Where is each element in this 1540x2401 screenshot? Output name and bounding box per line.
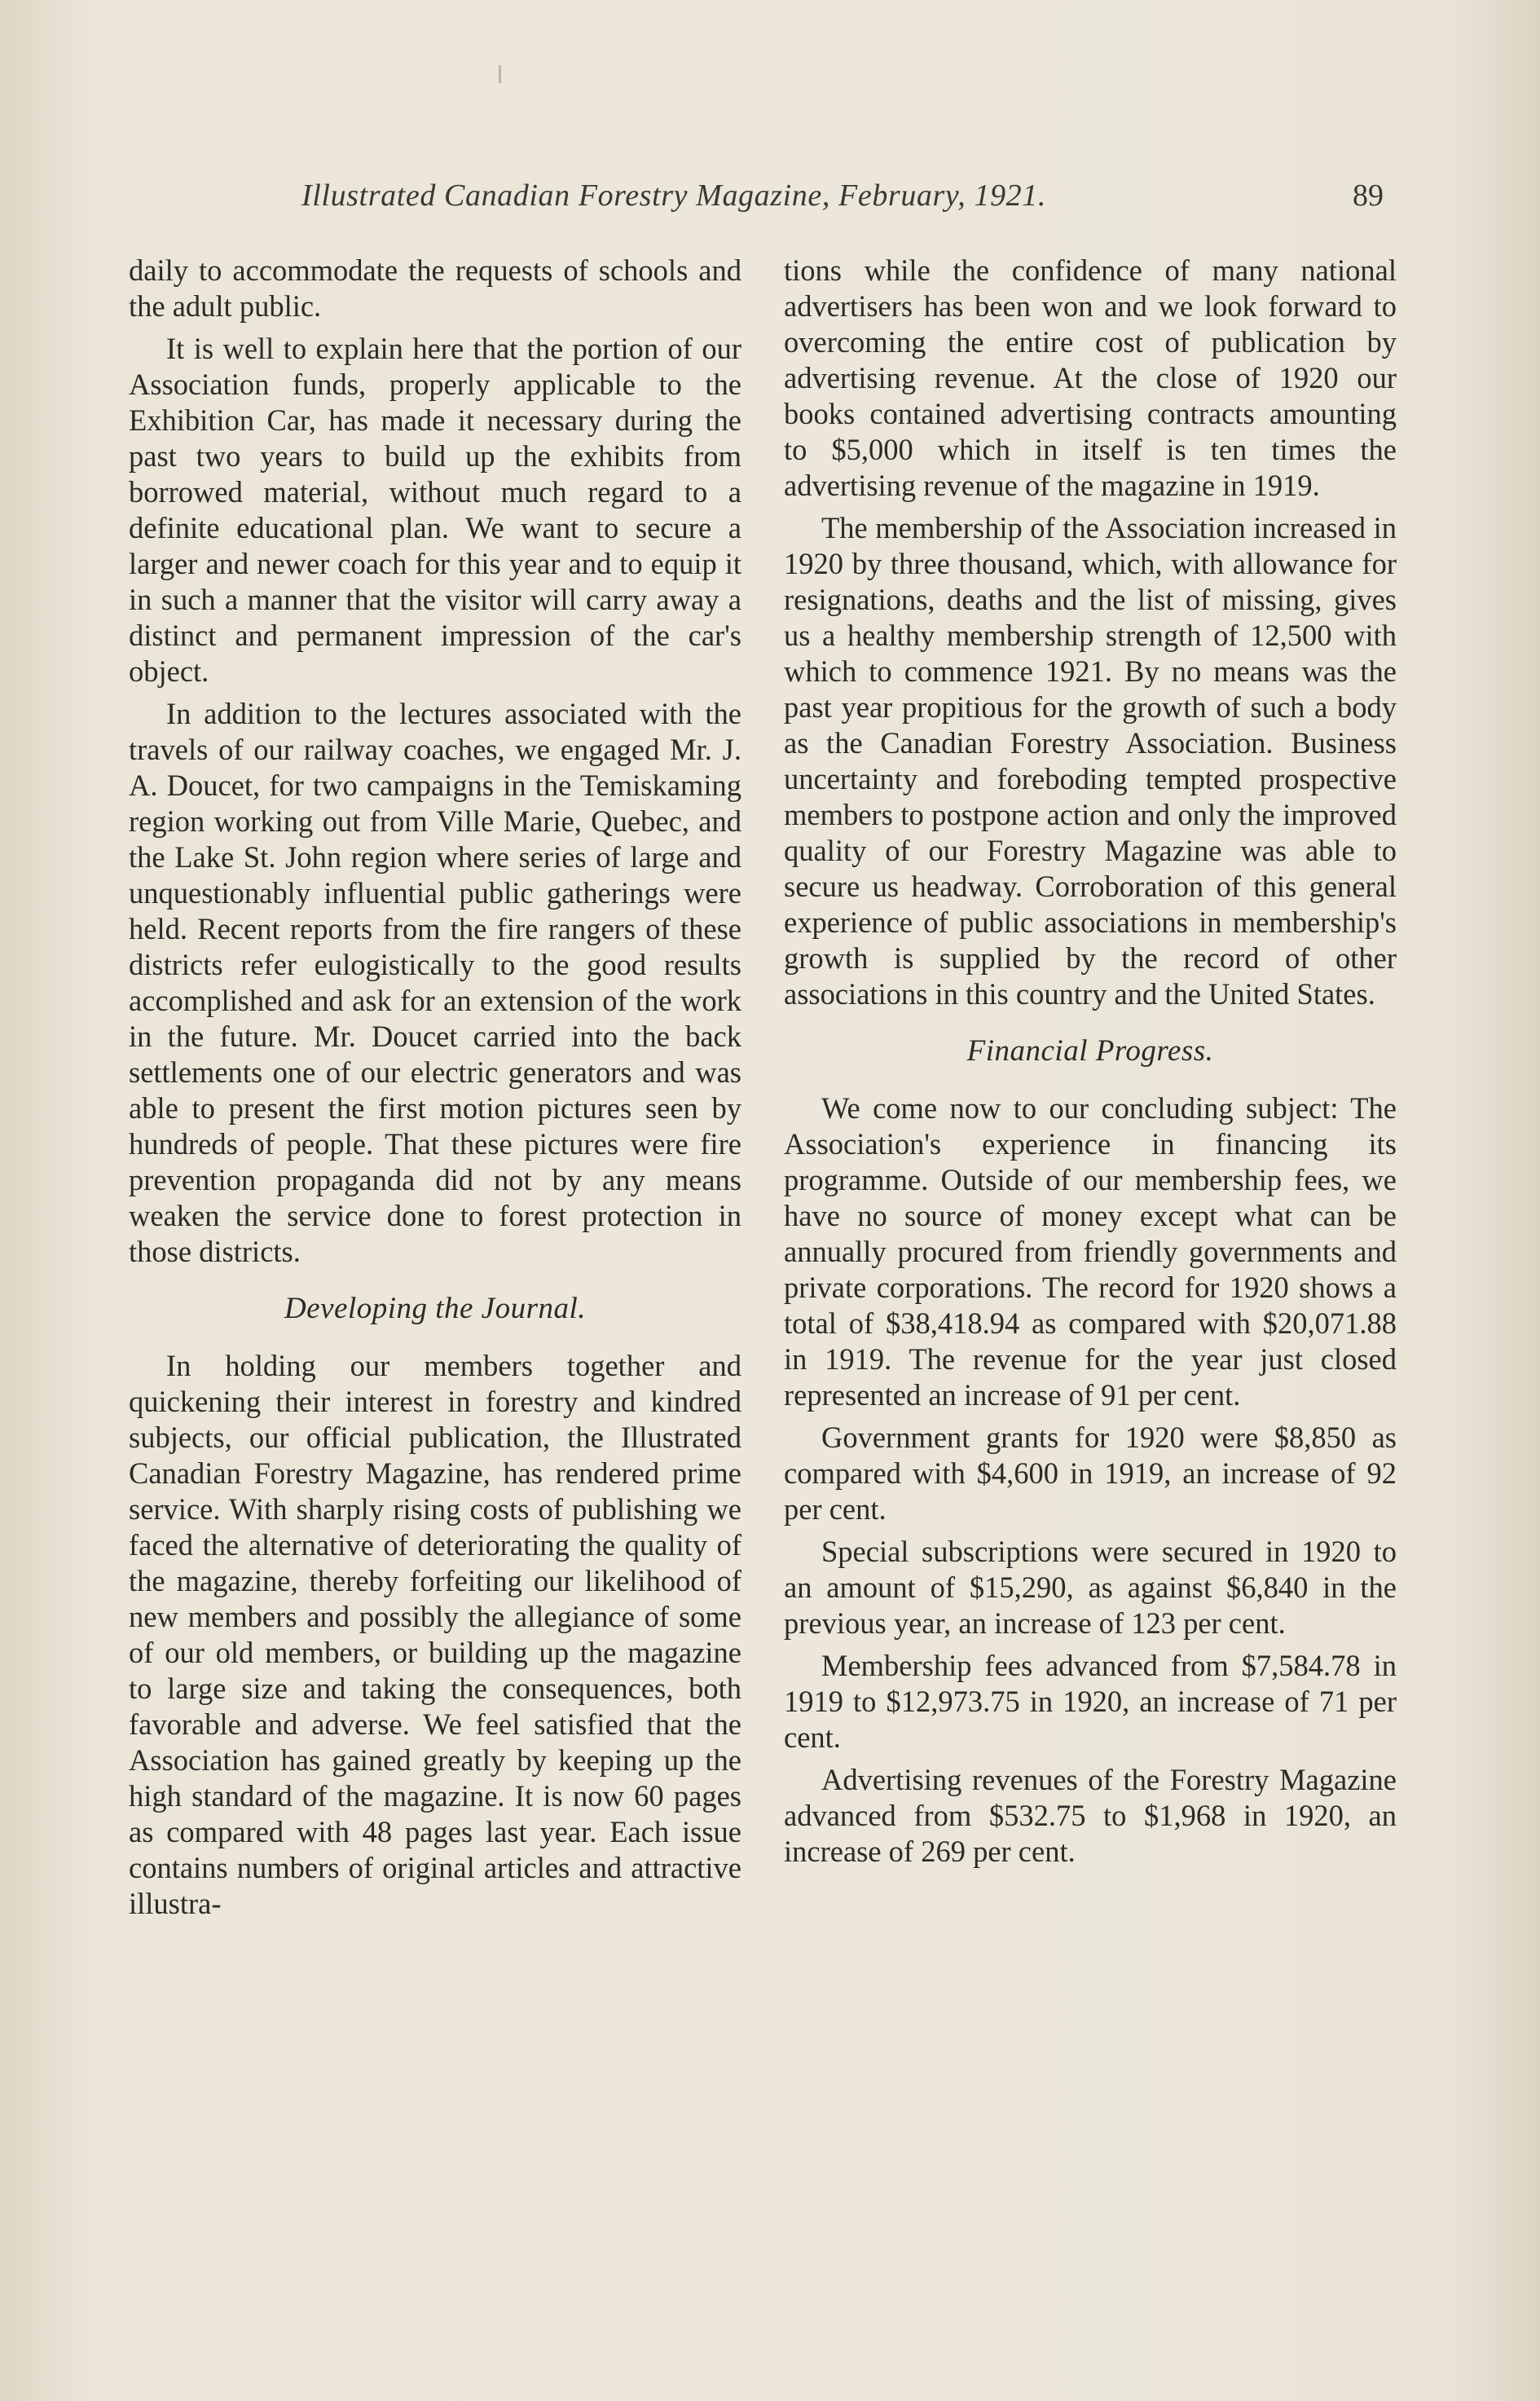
paragraph: Advertising revenues of the Forestry Magazine advanced from $532.75 to $1,968 in 1920, an increase of 269 per cent. <box>784 1763 1397 1868</box>
section-heading: Financial Progress. <box>966 1034 1214 1068</box>
running-header <box>0 178 1540 227</box>
paragraph: We come now to our concluding subject: The Association's experience in financing its programme. Outside of our membership fees, we have no source of money except what can be annually procured from friendly governments and private corporations. The record for 1920 shows a total of $38,418.94 as compared with $20,071.88 in 1919. The revenue for the year just closed represented an increase of 91 per cent. <box>784 1091 1397 1412</box>
paragraph: In holding our members together and quickening their interest in forestry and kindred subjects, our official publication, the Illustrated Canadian Forestry Magazine, has rendered prime service. With sharply rising costs of publishing we faced the alternative of deteriorating the quality of the magazine, thereby forfeiting our likelihood of new members and possibly the allegiance of some of our old members, or building up the magazine to large size and taking the consequences, both favorable and adverse. We feel satisfied that the Association has gained greatly by keeping up the high standard of the magazine. It is now 60 pages as compared with 48 pages last year. Each issue contains numbers of original articles and attractive illustra- <box>129 1349 741 1920</box>
paragraph: Special subscriptions were secured in 1920 to an amount of $15,290, as against $6,840 in the previous year, an increase of 123 per cent. <box>784 1535 1397 1640</box>
paragraph: It is well to explain here that the portion of our Association funds, properly applicable to the Exhibition Car, has made it necessary during the past two years to build up the exhibits from borrowed material, without much regard to a definite educational plan. We want to secure a larger and newer coach for this year and to equip it in such a manner that the visitor will carry away a distinct and permanent impression of the car's object. <box>129 332 741 688</box>
paragraph: In addition to the lectures associated with the travels of our railway coaches, we engaged Mr. J. A. Doucet, for two campaigns in the Temiskaming region working out from Ville Marie, Quebec, and the Lake St. John region where series of large and unquestionably influential public gatherings were held. Recent reports from the fire rangers of these districts refer eulogistically to the good results accomplished and ask for an extension of the work in the future. Mr. Doucet carried into the back settlements one of our electric generators and was able to present the first motion pictures seen by hundreds of people. That these pictures were fire prevention propaganda did not by any means weaken the service done to forest protection in those districts. <box>129 697 741 1268</box>
paragraph: The membership of the Association increased in 1920 by three thousand, which, with allowance for resignations, deaths and the list of missing, gives us a healthy membership strength of 12,500 with which to commence 1921. By no means was the past year propitious for the growth of such a body as the Canadian Forestry Association. Business uncertainty and foreboding tempted prospective members to postpone action and only the improved quality of our Forestry Magazine was able to secure us headway. Corroboration of this general experience of public associations in membership's growth is supplied by the record of other associations in this country and the United States. <box>784 511 1397 1011</box>
paragraph: Membership fees advanced from $7,584.78 in 1919 to $12,973.75 in 1920, an increase of 71 per cent. <box>784 1649 1397 1754</box>
paragraph: Government grants for 1920 were $8,850 as compared with $4,600 in 1919, an increase of 92 per cent. <box>784 1421 1397 1526</box>
paper-speck <box>499 65 501 83</box>
right-column <box>784 253 1397 1876</box>
left-column <box>129 253 741 1928</box>
paragraph: daily to accommodate the requests of schools and the adult public. <box>129 253 741 323</box>
page-number: 89 <box>1353 178 1384 213</box>
section-heading: Developing the Journal. <box>284 1292 587 1325</box>
magazine-title: Illustrated Canadian Forestry Magazine, February, 1921. <box>301 178 1046 213</box>
paragraph: tions while the confidence of many national advertisers has been won and we look forward to overcoming the entire cost of publication by advertising revenue. At the close of 1920 our books contained advertising contracts amounting to $5,000 which in itself is ten times the advertising revenue of the magazine in 1919. <box>784 253 1397 502</box>
